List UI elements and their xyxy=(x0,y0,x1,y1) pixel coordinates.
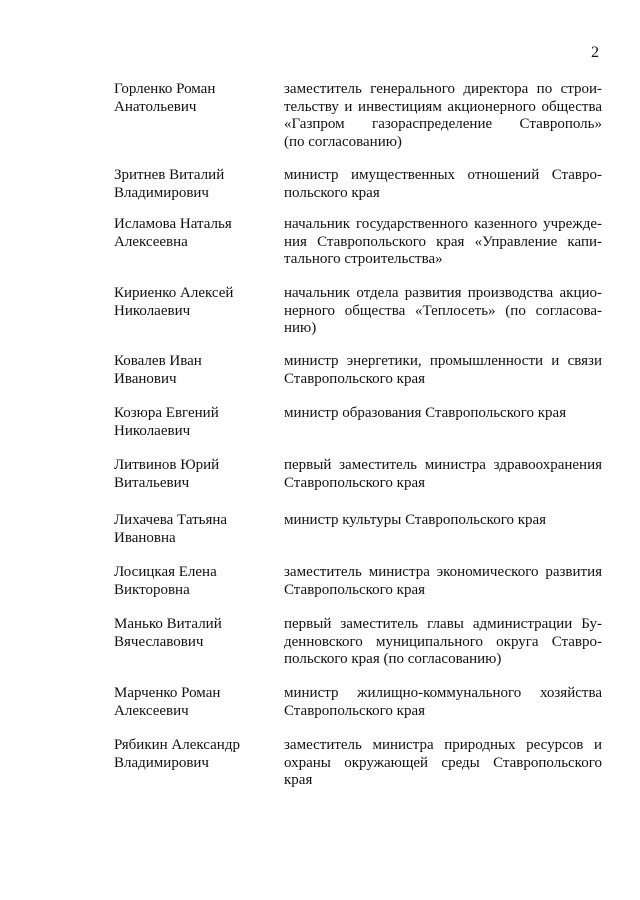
member-name-line: Кириенко Алексей xyxy=(114,285,234,301)
member-name xyxy=(114,353,274,388)
member-name-line: Ковалев Иван xyxy=(114,353,202,369)
member-role-line: заместитель генерального директора по строи- xyxy=(284,81,602,97)
member-name xyxy=(114,167,274,202)
member-role xyxy=(284,564,602,599)
member-name xyxy=(114,285,274,320)
member-name-line: Николаевич xyxy=(114,302,191,319)
member-role-line: заместитель министра природных ресурсов и xyxy=(284,737,602,753)
member-role-line: начальник государственного казенного учрежде- xyxy=(284,216,602,232)
member-name-line: Ивановна xyxy=(114,529,176,546)
member-name-line: Горленко Роман xyxy=(114,81,216,97)
member-name-line: Николаевич xyxy=(114,422,191,439)
member-name xyxy=(114,81,274,116)
member-name-line: Владимирович xyxy=(114,184,209,201)
member-role xyxy=(284,512,602,530)
member-role-line: нерного общества «Теплосеть» (по согласова- xyxy=(284,302,602,319)
member-role-line: министр имущественных отношений Ставро- xyxy=(284,167,602,183)
member-name-line: Анатольевич xyxy=(114,98,197,115)
member-name-line: Викторовна xyxy=(114,581,190,598)
member-name-line: Владимирович xyxy=(114,754,209,771)
page-number: 2 xyxy=(591,44,599,61)
member-name xyxy=(114,405,274,440)
member-name-line: Алексеевич xyxy=(114,702,189,719)
member-role xyxy=(284,81,602,151)
member-role-line: начальник отдела развития производства акцио- xyxy=(284,285,602,301)
member-role-line: нию) xyxy=(284,320,317,336)
member-role xyxy=(284,353,602,388)
member-name-line: Иванович xyxy=(114,370,177,387)
member-role-line: первый заместитель министра здравоохранения xyxy=(284,457,602,473)
member-role-line: тельству и инвестициям акционерного общества xyxy=(284,98,602,115)
member-role xyxy=(284,457,602,492)
member-role-line: заместитель министра экономического развития xyxy=(284,564,602,580)
member-name-line: Лихачева Татьяна xyxy=(114,512,228,528)
member-role xyxy=(284,616,602,669)
member-role-line: денновского муниципального округа Ставро- xyxy=(284,633,602,650)
member-name xyxy=(114,616,274,651)
member-name-line: Марченко Роман xyxy=(114,685,221,701)
member-name-line: Зритнев Виталий xyxy=(114,167,225,183)
member-role-line: Ставропольского края xyxy=(284,581,425,598)
member-name xyxy=(114,564,274,599)
member-role-line: министр жилищно-коммунального хозяйства xyxy=(284,685,602,701)
member-role xyxy=(284,167,602,202)
member-role-line: (по согласованию) xyxy=(284,133,402,150)
member-role-line: министр культуры Ставропольского края xyxy=(284,512,547,528)
member-role-line: охраны окружающей среды Ставропольского xyxy=(284,754,602,771)
member-name-line: Вячеславович xyxy=(114,633,204,650)
member-role-line: тального строительства» xyxy=(284,251,443,267)
member-role-line: «Газпром газораспределение Ставрополь» xyxy=(284,116,602,132)
member-role-line: края xyxy=(284,772,313,788)
member-name xyxy=(114,737,274,772)
member-role-line: первый заместитель главы администрации Бу- xyxy=(284,616,602,632)
member-name-line: Лосицкая Елена xyxy=(114,564,217,580)
member-role xyxy=(284,685,602,720)
member-name-line: Алексеевна xyxy=(114,233,188,250)
member-name-line: Манько Виталий xyxy=(114,616,222,632)
member-role-line: польского края (по согласованию) xyxy=(284,651,502,667)
member-role xyxy=(284,216,602,269)
member-role-line: польского края xyxy=(284,184,380,201)
member-name xyxy=(114,216,274,251)
member-role xyxy=(284,737,602,790)
member-role xyxy=(284,285,602,338)
member-name xyxy=(114,512,274,547)
member-name-line: Рябикин Александр xyxy=(114,737,240,753)
member-name-line: Литвинов Юрий xyxy=(114,457,220,473)
member-name-line: Исламова Наталья xyxy=(114,216,232,232)
member-name xyxy=(114,685,274,720)
member-name-line: Витальевич xyxy=(114,474,190,491)
member-role-line: Ставропольского края xyxy=(284,702,425,719)
member-role-line: министр образования Ставропольского края xyxy=(284,405,567,421)
member-name xyxy=(114,457,274,492)
member-role-line: ния Ставропольского края «Управление капи- xyxy=(284,233,602,250)
member-role-line: министр энергетики, промышленности и связи xyxy=(284,353,602,369)
member-role-line: Ставропольского края xyxy=(284,474,425,491)
member-name-line: Козюра Евгений xyxy=(114,405,219,421)
member-role-line: Ставропольского края xyxy=(284,370,425,387)
member-role xyxy=(284,405,602,423)
